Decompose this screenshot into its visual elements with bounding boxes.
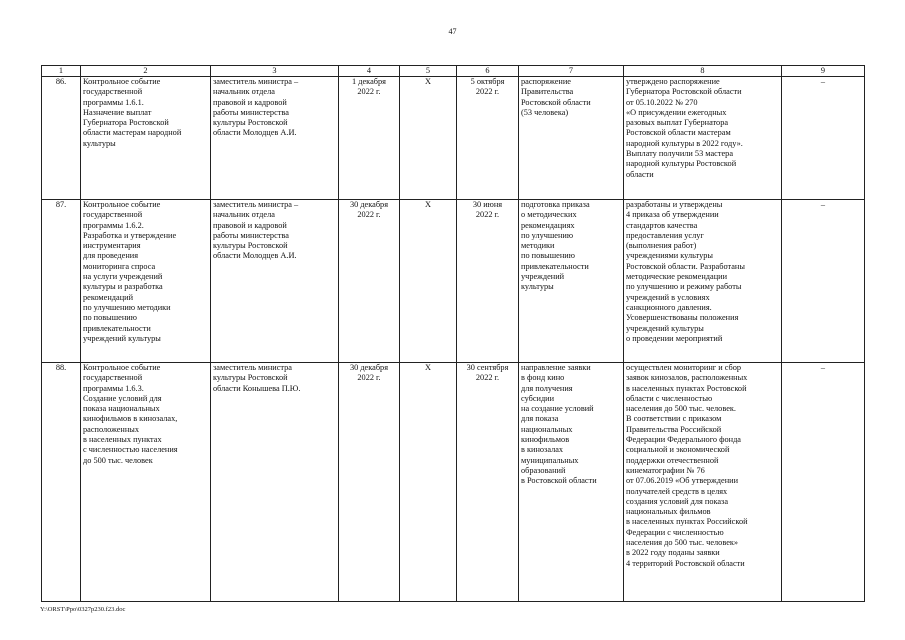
text-line: по улучшению и режиму работы — [626, 282, 742, 292]
text-line: в Ростовской области — [521, 476, 597, 486]
execution-info-cell — [624, 77, 782, 200]
text-line: правовой и кадровой — [213, 220, 287, 230]
result-cell — [519, 77, 624, 200]
column-number: 9 — [782, 66, 865, 77]
text-line: культуры Ростовской — [213, 118, 288, 128]
text-line: от 05.10.2022 № 270 — [626, 97, 698, 107]
text-line: разработаны и утверждены — [626, 200, 723, 209]
text-line: учреждений культуры — [83, 333, 161, 343]
text-line: Разработка и утверждение — [83, 230, 177, 240]
text-line: стандартов качества — [626, 220, 698, 230]
column-5-cell: X — [400, 77, 457, 200]
column-number: 4 — [339, 66, 400, 77]
text-line: 1 декабря — [352, 77, 386, 86]
row-number-cell: 86. — [42, 77, 81, 200]
table-row — [42, 77, 865, 200]
actual-date-cell — [457, 77, 519, 200]
text-line: для проведения — [83, 251, 139, 261]
execution-info-cell — [624, 200, 782, 363]
text-line: учреждений в условиях — [626, 292, 710, 302]
responsible-person-cell — [211, 200, 339, 363]
text-line: 2022 г. — [475, 87, 500, 97]
text-line: подготовка приказа — [521, 200, 590, 209]
execution-info-cell — [624, 363, 782, 602]
text-line: на услуги учреждений — [83, 272, 163, 282]
text-line: предоставления услуг — [626, 230, 704, 240]
text-line: 2022 г. — [475, 373, 500, 383]
text-line: области Конышева П.Ю. — [213, 383, 301, 393]
text-line: работы министерства — [213, 107, 289, 117]
text-line: утверждено распоряжение — [626, 77, 720, 86]
text-line: Контрольное событие — [83, 77, 161, 86]
text-line: в фонд кино — [521, 373, 565, 383]
control-event-cell — [81, 77, 211, 200]
text-line: народной культуры в 2022 году». — [626, 138, 743, 148]
text-line: Правительства Российской — [626, 424, 722, 434]
text-line: учреждений культуры — [626, 323, 704, 333]
text-line: субсидии — [521, 393, 555, 403]
page-number: 47 — [448, 27, 457, 36]
text-line: в кинозалах — [521, 445, 564, 455]
note-cell: – — [782, 200, 865, 363]
text-line: о проведении мероприятий — [626, 333, 723, 343]
text-line: по повышению — [83, 313, 137, 323]
text-line: заместитель министра – — [213, 200, 299, 209]
note-cell: – — [782, 77, 865, 200]
text-line: рекомендациях — [521, 220, 575, 230]
text-line: населения до 500 тыс. человек. — [626, 404, 736, 414]
responsible-person-cell — [211, 77, 339, 200]
text-line: области — [626, 169, 654, 179]
text-line: разовых выплат Губернатора — [626, 118, 729, 128]
text-line: начальник отдела — [213, 210, 275, 220]
text-line: В соответствии с приказом — [626, 414, 722, 424]
text-line: 5 октября — [470, 77, 505, 86]
text-line: в населенных пунктах Российской — [626, 517, 748, 527]
text-line: 2022 г. — [357, 373, 381, 383]
text-line: Губернатора Ростовской области — [626, 87, 742, 97]
text-line: программы 1.6.1. — [83, 97, 144, 107]
text-line: Контрольное событие — [83, 363, 161, 372]
text-line: методики — [521, 241, 555, 251]
text-line: программы 1.6.2. — [83, 220, 144, 230]
text-line: 2022 г. — [357, 87, 381, 97]
text-line: в населенных пунктах Ростовской — [626, 383, 747, 393]
text-line: учреждений — [521, 272, 565, 282]
text-line: 2022 г. — [357, 210, 381, 220]
column-number: 6 — [457, 66, 519, 77]
text-line: 30 декабря — [349, 363, 389, 372]
row-number-cell: 88. — [42, 363, 81, 602]
text-line: Федерации с численностью — [626, 527, 724, 537]
note-cell: – — [782, 363, 865, 602]
column-5-cell: X — [400, 363, 457, 602]
text-line: 30 декабря — [349, 200, 389, 209]
text-line: правовой и кадровой — [213, 97, 287, 107]
text-line: области Молодцев А.И. — [213, 128, 297, 138]
text-line: 4 приказа об утверждении — [626, 210, 719, 220]
responsible-person-cell — [211, 363, 339, 602]
text-line: методические рекомендации — [626, 272, 728, 282]
text-line: «О присуждении ежегодных — [626, 107, 727, 117]
text-line: Ростовской области. Разработаны — [626, 261, 745, 271]
text-line: национальных фильмов — [626, 507, 711, 517]
actual-date-cell — [457, 200, 519, 363]
control-event-cell — [81, 363, 211, 602]
text-line: о методических — [521, 210, 577, 220]
text-line: работы министерства — [213, 230, 289, 240]
text-line: народной культуры Ростовской — [626, 159, 737, 169]
text-line: в населенных пунктах — [83, 435, 162, 445]
text-line: кинофильмов — [521, 435, 570, 445]
text-line: для показа — [521, 414, 559, 424]
text-line: по повышению — [521, 251, 575, 261]
text-line: национальных — [521, 424, 573, 434]
text-line: социальной и экономической — [626, 445, 730, 455]
column-5-cell: X — [400, 200, 457, 363]
text-line: привлекательности — [83, 323, 151, 333]
planned-date-cell — [339, 363, 400, 602]
text-line: 30 сентября — [466, 363, 509, 372]
text-line: культуры Ростовской — [213, 373, 288, 383]
text-line: на создание условий — [521, 404, 594, 414]
text-line: Федерации Федерального фонда — [626, 435, 741, 445]
text-line: Усовершенствованы положения — [626, 313, 739, 323]
text-line: муниципальных — [521, 455, 579, 465]
text-line: направление заявки — [521, 363, 591, 372]
text-line: Контрольное событие — [83, 200, 161, 209]
column-number: 7 — [519, 66, 624, 77]
table-row — [42, 200, 865, 363]
text-line: (53 человека) — [521, 107, 569, 117]
text-line: культуры — [83, 138, 116, 148]
result-cell — [519, 363, 624, 602]
text-line: государственной — [83, 210, 143, 220]
text-line: кинофильмов в кинозалах, — [83, 414, 178, 424]
row-number-cell: 87. — [42, 200, 81, 363]
text-line: Выплату получили 53 мастера — [626, 149, 734, 159]
text-line: санкционного давления. — [626, 302, 712, 312]
text-line: заместитель министра – — [213, 77, 299, 86]
text-line: культуры — [521, 282, 554, 292]
text-line: государственной — [83, 87, 143, 97]
text-line: 30 июня — [472, 200, 503, 209]
column-number: 8 — [624, 66, 782, 77]
text-line: 4 территорий Ростовской области — [626, 558, 745, 568]
text-line: поддержки отечественной — [626, 455, 719, 465]
text-line: инструментария — [83, 241, 141, 251]
text-line: по улучшению — [521, 230, 574, 240]
text-line: до 500 тыс. человек — [83, 455, 153, 465]
text-line: Ростовской области — [521, 97, 591, 107]
planned-date-cell — [339, 77, 400, 200]
table-row — [42, 363, 865, 602]
text-line: Создание условий для — [83, 393, 162, 403]
text-line: области Молодцев А.И. — [213, 251, 297, 261]
text-line: мониторинга спроса — [83, 261, 156, 271]
text-line: кинематографии № 76 — [626, 465, 705, 475]
column-number: 3 — [211, 66, 339, 77]
column-number: 2 — [81, 66, 211, 77]
text-line: образований — [521, 465, 566, 475]
text-line: программы 1.6.3. — [83, 383, 144, 393]
text-line: получателей средств в целях — [626, 486, 728, 496]
text-line: от 07.06.2019 «Об утверждении — [626, 476, 739, 486]
text-line: культуры Ростовской — [213, 241, 288, 251]
text-line: расположенных — [83, 424, 139, 434]
text-line: области мастерам народной — [83, 128, 182, 138]
text-line: распоряжение — [521, 77, 571, 86]
text-line: Назначение выплат — [83, 107, 152, 117]
report-table — [41, 65, 865, 602]
text-line: показа национальных — [83, 404, 160, 414]
actual-date-cell — [457, 363, 519, 602]
text-line: Правительства — [521, 87, 574, 97]
text-line: создания условий для показа — [626, 496, 729, 506]
text-line: населения до 500 тыс. человек» — [626, 538, 739, 548]
text-line: по улучшению методики — [83, 302, 171, 312]
text-line: области с численностью — [626, 393, 713, 403]
text-line: с численностью населения — [83, 445, 178, 455]
column-number: 5 — [400, 66, 457, 77]
text-line: культуры и разработка — [83, 282, 163, 292]
file-path-footer: Y:\ORST\Ppo\0327p230.f23.doc — [40, 606, 126, 613]
planned-date-cell — [339, 200, 400, 363]
text-line: заявок кинозалов, расположенных — [626, 373, 748, 383]
text-line: заместитель министра — [213, 363, 292, 372]
text-line: (выполнения работ) — [626, 241, 697, 251]
text-line: начальник отдела — [213, 87, 275, 97]
text-line: Губернатора Ростовской — [83, 118, 169, 128]
text-line: для получения — [521, 383, 573, 393]
text-line: осуществлен мониторинг и сбор — [626, 363, 742, 372]
result-cell — [519, 200, 624, 363]
text-line: государственной — [83, 373, 143, 383]
text-line: рекомендаций — [83, 292, 134, 302]
text-line: учреждениями культуры — [626, 251, 713, 261]
text-line: в 2022 году поданы заявки — [626, 548, 720, 558]
control-event-cell — [81, 200, 211, 363]
text-line: привлекательности — [521, 261, 589, 271]
column-number-row — [42, 66, 865, 77]
column-number: 1 — [42, 66, 81, 77]
text-line: Ростовской области мастерам — [626, 128, 731, 138]
text-line: 2022 г. — [475, 210, 500, 220]
